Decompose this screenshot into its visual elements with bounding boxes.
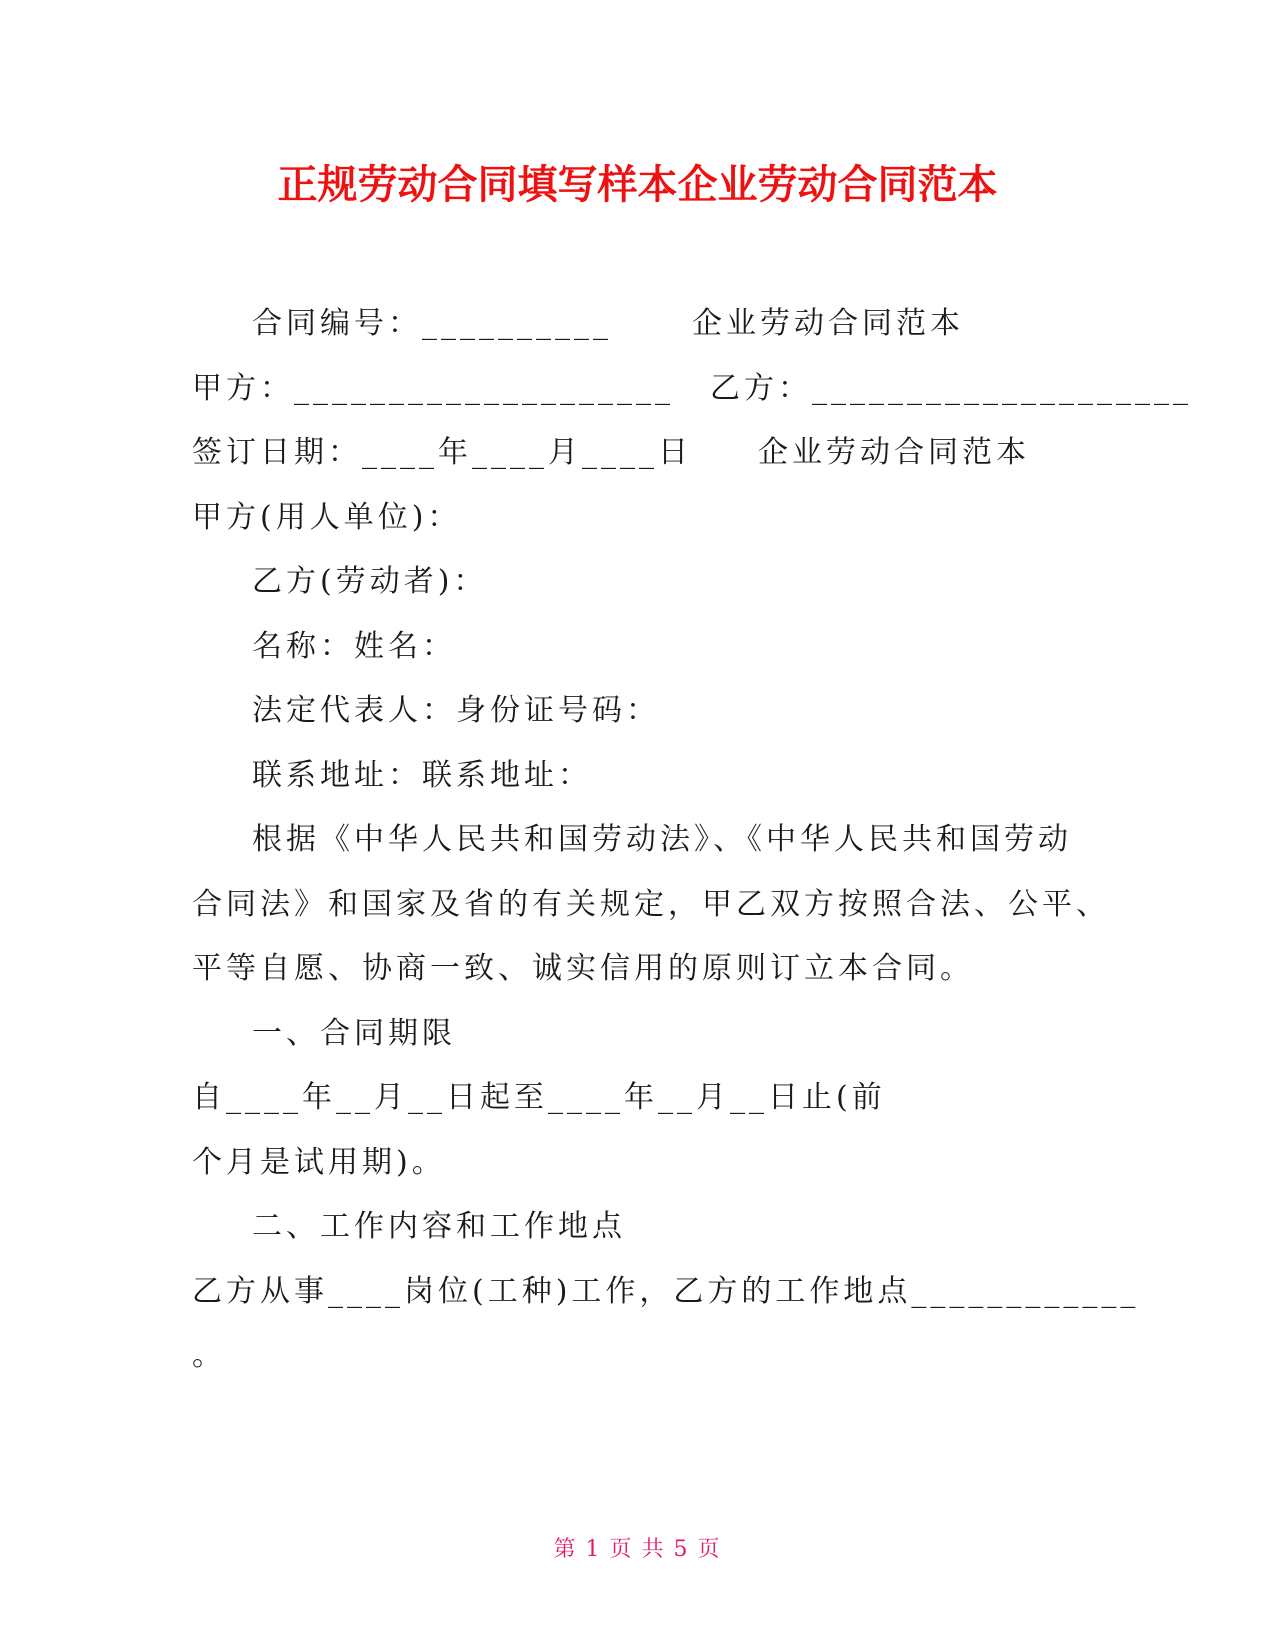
current-page-number: 1 [585,1537,602,1562]
page-footer [0,1532,1275,1563]
footer-word: 页 [609,1537,634,1562]
contract-number-field: 合同编号：__________ [252,306,612,341]
footer-word: 页 [697,1537,722,1562]
section-heading: 二、工作内容和工作地点 [252,1209,626,1244]
probation-line: 个月是试用期)。 [192,1144,446,1180]
legal-rep-line: 法定代表人：身份证号码： [252,693,660,728]
section-heading: 一、合同期限 [252,1015,456,1051]
contract-term-line: 自____年__月__日起至____年__月__日止(前 [192,1080,886,1115]
document-body [192,292,1192,1389]
party-a-field: 甲方：____________________ [192,370,674,406]
preamble-line: 合同法》和国家及省的有关规定，甲乙双方按照合法、公平、 [192,886,1110,922]
sign-date-field: 签订日期：____年____月____日 [192,435,692,470]
name-line: 名称：姓名： [252,628,456,664]
party-a-unit-label: 甲方(用人单位)： [192,499,462,535]
total-page-count: 5 [673,1537,690,1562]
sign-date-line [192,421,1092,486]
work-content-line: 乙方从事____岗位(工种)工作，乙方的工作地点____________ [192,1273,1140,1309]
preamble-line: 根据《中华人民共和国劳动法》、《中华人民共和国劳动 [252,822,1072,857]
party-b-worker-label: 乙方(劳动者)： [252,564,488,599]
parties-line [192,357,1192,422]
work-content-end: 。 [192,1338,226,1373]
template-label: 企业劳动合同范本 [758,435,1030,470]
template-label: 企业劳动合同范本 [692,306,964,341]
contract-number-line [192,292,1092,357]
footer-word: 共 [641,1537,666,1562]
preamble-line: 平等自愿、协商一致、诚实信用的原则订立本合同。 [192,951,974,986]
document-title: 正规劳动合同填写样本企业劳动合同范本 [277,162,998,208]
address-line: 联系地址：联系地址： [252,757,592,793]
party-b-field: 乙方：____________________ [710,370,1192,406]
footer-word: 第 [553,1537,578,1562]
